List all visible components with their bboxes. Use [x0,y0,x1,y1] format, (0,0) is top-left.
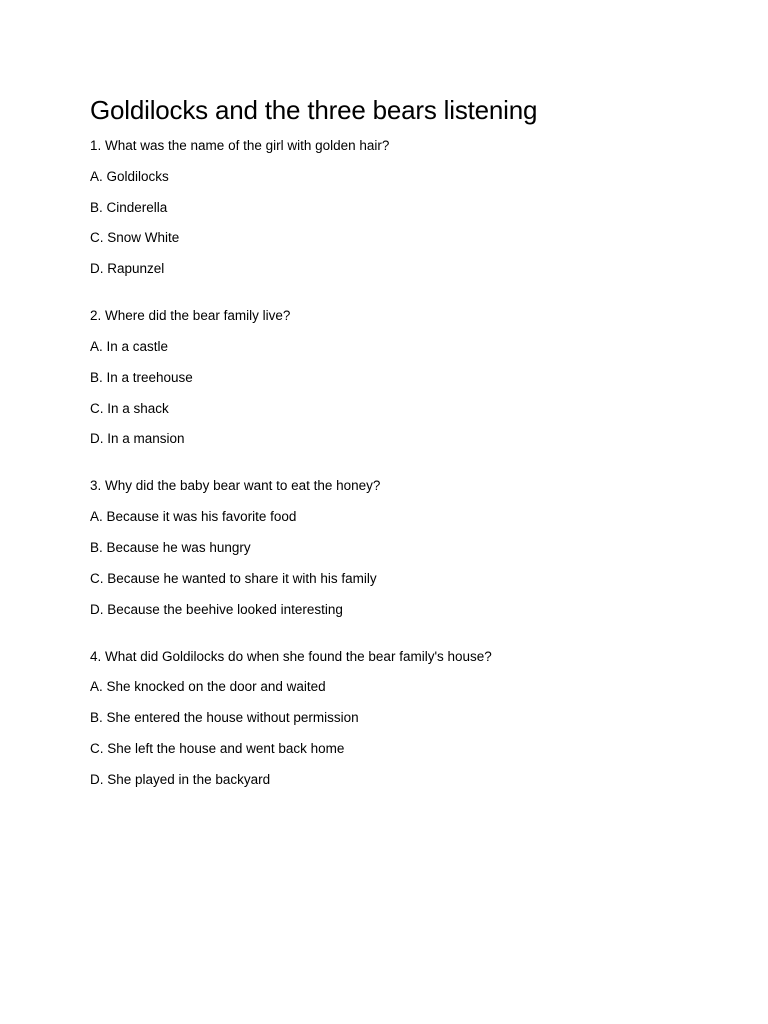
answer-option: C. Because he wanted to share it with his family [90,570,377,586]
answer-option: D. In a mansion [90,431,185,447]
answer-option: B. She entered the house without permission [90,710,359,726]
answer-option: C. She left the house and went back home [90,740,345,756]
answer-option: D. She played in the backyard [90,771,271,787]
question-prompt: 3. Why did the baby bear want to eat the honey? [90,478,381,494]
question-3 [90,478,710,617]
answer-option: C. Snow White [90,230,180,246]
question-prompt: 4. What did Goldilocks do when she found the bear family's house? [90,648,492,664]
answer-option: A. Goldilocks [90,168,169,184]
document-page [90,92,710,788]
answer-option: A. Because it was his favorite food [90,509,297,525]
answer-option: A. She knocked on the door and waited [90,679,326,695]
question-1 [90,138,710,277]
answer-option: D. Because the beehive looked interesting [90,601,343,617]
question-4 [90,649,710,788]
answer-option: B. In a treehouse [90,369,193,385]
answer-option: D. Rapunzel [90,261,165,277]
answer-option: C. In a shack [90,400,169,416]
question-2 [90,308,710,447]
answer-option: A. In a castle [90,338,169,354]
page-title: Goldilocks and the three bears listening [90,95,538,125]
question-prompt: 1. What was the name of the girl with golden hair? [90,138,390,153]
answer-option: B. Cinderella [90,199,168,215]
question-prompt: 2. Where did the bear family live? [90,308,291,324]
answer-option: B. Because he was hungry [90,539,251,555]
